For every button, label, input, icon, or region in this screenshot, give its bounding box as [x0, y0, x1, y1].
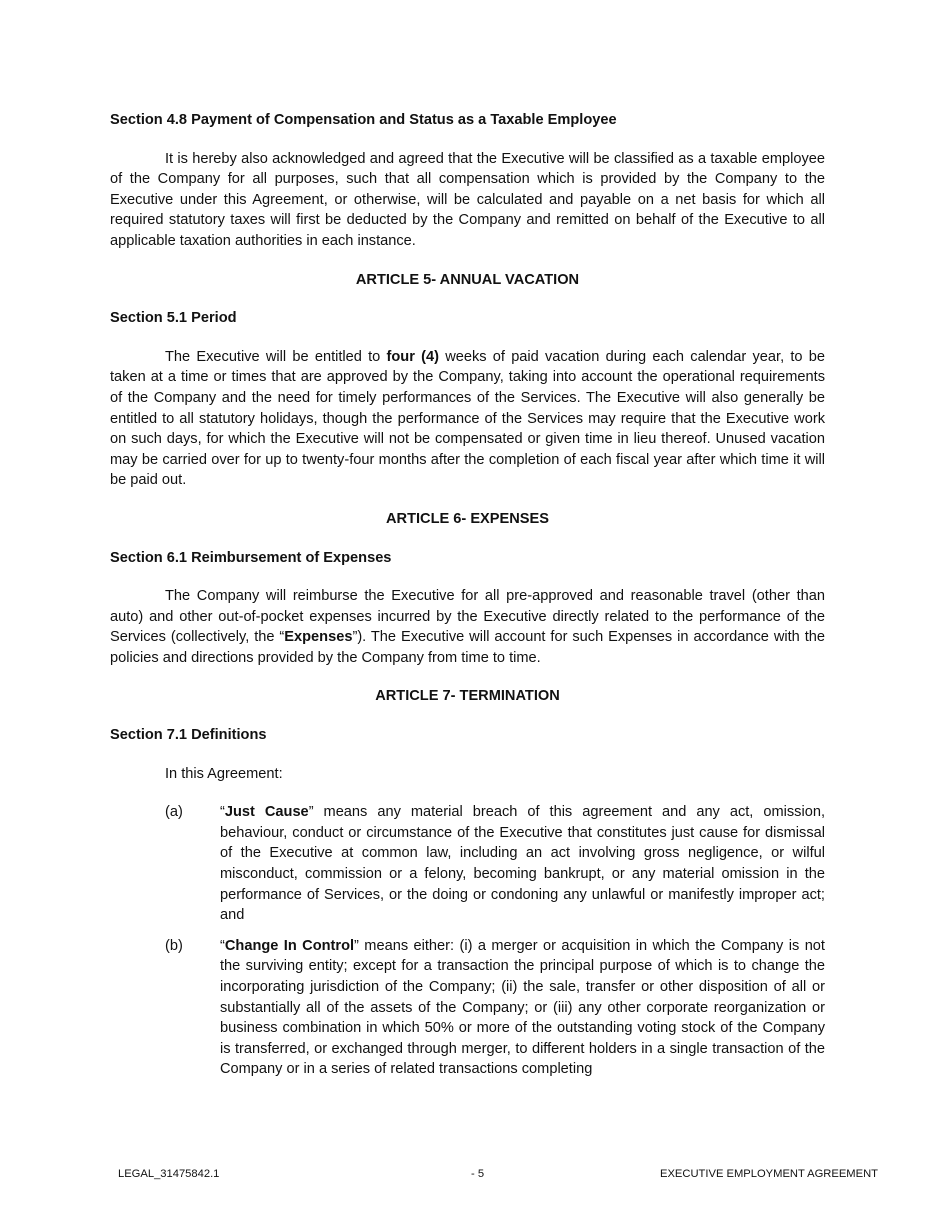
- article-5-heading: ARTICLE 5- ANNUAL VACATION: [355, 271, 580, 288]
- section-5-1-text-end: weeks of paid vacation during each calendar year, to be taken at a time or times that are approved by the Company, taking into account the operational requirements of the Company and the need for timely performances of the Services. The Executive will also generally be entitled to all statutory holidays, though the performance of the Services may require that the Executive work on such days, for which the Executive will not be compensated or given time in lieu thereof. Unused vacation may be carried over for up to twenty-four months after the completion of each fiscal year after which time it will be paid out.: [110, 348, 825, 489]
- section-7-1-intro: In this Agreement:: [165, 765, 283, 782]
- open-quote: “: [220, 804, 225, 821]
- article-7-heading: ARTICLE 7- TERMINATION: [375, 688, 560, 705]
- definition-text: [220, 802, 825, 926]
- section-5-1-text-start: The Executive will be entitled to: [165, 348, 387, 365]
- section-6-1-paragraph: [110, 586, 825, 668]
- open-quote: “: [220, 937, 225, 954]
- definition-body: ” means any material breach of this agreement and any act, omission, behaviour, conduct or circumstance of the Executive that constitutes just cause for dismissal of the Executive at common law, including an act involving gross negligence, or wilful misconduct, commission or a felony, becoming bankrupt, or any material omission in the performance of Services, or the doing or condoning any unlawful or manifestly improper act; and: [220, 804, 825, 924]
- definition-item-change-in-control: [110, 936, 825, 1080]
- section-4-8-paragraph: It is hereby also acknowledged and agreed that the Executive will be classified as a taxable employee of the Company for all purposes, such that all compensation which is provided by the Company to the Executive under this Agreement, or otherwise, will be calculated and payable on a net basis for which all required statutory taxes will first be deducted by the Company and remitted on behalf of the Executive to all applicable taxation authorities in each instance.: [110, 150, 825, 249]
- section-6-1-text-end: ”). The Executive will account for such Expenses in accordance with the policies and directions provided by the Company from time to time.: [110, 629, 825, 666]
- article-6-heading: ARTICLE 6- EXPENSES: [386, 510, 549, 527]
- section-6-1-heading: Section 6.1 Reimbursement of Expenses: [110, 549, 392, 566]
- section-5-1-heading: Section 5.1 Period: [110, 310, 237, 327]
- definition-item-just-cause: [110, 802, 825, 926]
- section-5-1-bold-term: four (4): [386, 348, 439, 365]
- section-5-1-paragraph: [110, 347, 825, 491]
- section-6-1-bold-term: Expenses: [284, 629, 353, 646]
- section-6-1-text-start: The Company will reimburse the Executive for all pre-approved and reasonable travel (other than auto) and other out-of-pocket expenses incurred by the Executive directly related to the performance of the Services (collectively, the “: [110, 588, 825, 646]
- definition-term: Just Cause: [224, 804, 309, 821]
- footer-document-title: EXECUTIVE EMPLOYMENT AGREEMENT: [660, 1168, 878, 1180]
- definition-marker: (a): [165, 804, 183, 821]
- document-body: [110, 110, 825, 1090]
- section-4-8-heading: Section 4.8 Payment of Compensation and Status as a Taxable Employee: [110, 112, 617, 128]
- section-7-1-heading: Section 7.1 Definitions: [110, 727, 267, 744]
- footer-page-number: - 5: [471, 1168, 485, 1180]
- footer-document-id: LEGAL_31475842.1: [118, 1168, 220, 1180]
- definition-marker: (b): [165, 937, 183, 954]
- definition-body: ” means either: (i) a merger or acquisition in which the Company is not the surviving entity; except for a transaction the principal purpose of which is to change the incorporating jurisdiction of the Company; (ii) the sale, transfer or other disposition of all or substantially all of the assets of the Company; or (iii) any other corporate reorganization or business combination in which 50% or more of the outstanding voting stock of the Company is transferred, or exchanged through merger, to different holders in a single transaction of the Company or in a series of related transactions completing: [220, 937, 825, 1078]
- definition-term: Change In Control: [224, 937, 355, 954]
- definition-text: [220, 936, 825, 1080]
